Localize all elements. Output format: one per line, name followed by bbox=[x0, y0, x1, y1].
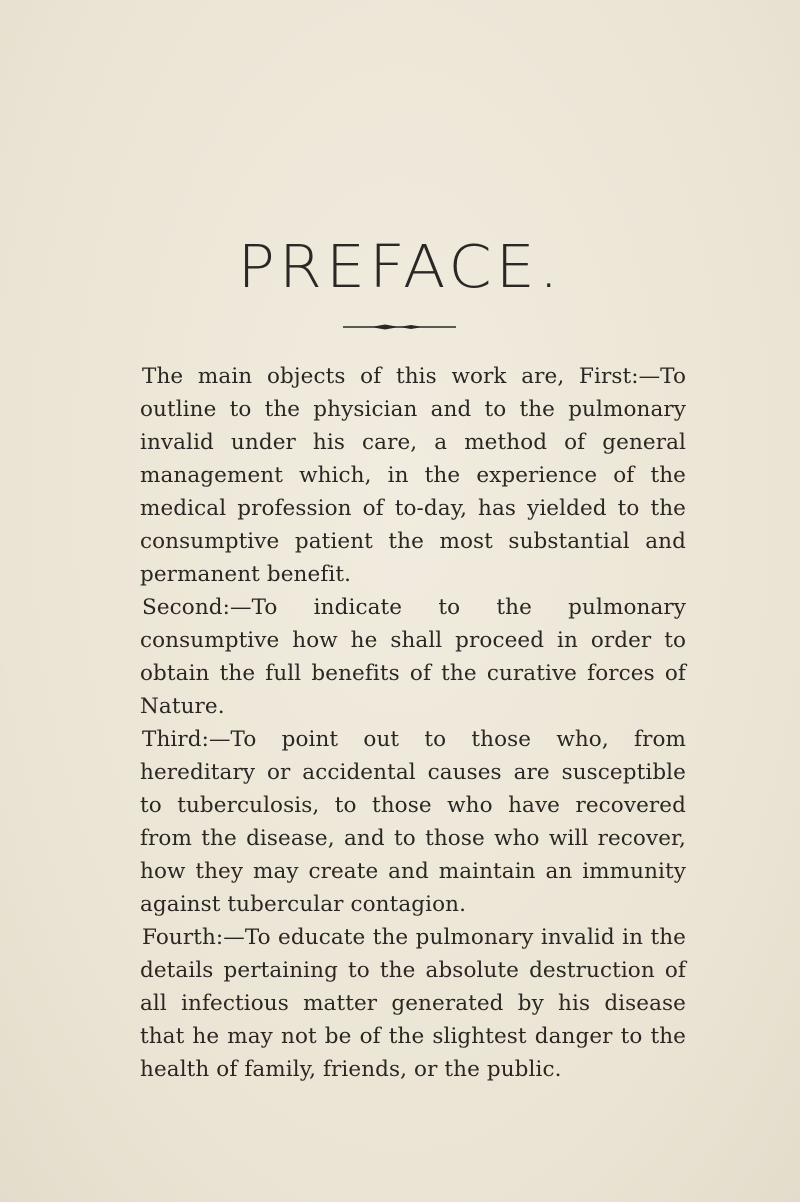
paragraph-second: Second:—To indicate to the pulmonary consumptive how he shall proceed in order to obtain the full benefits of the curative forces of Nature. bbox=[140, 595, 686, 719]
divider-ornament bbox=[341, 322, 458, 332]
paragraph-third: Third:—To point out to those who, from hereditary or accidental causes are susceptible to tuberculosis, to those who have recovered from the disease, and to those who will recover, how they may create and maintain an immunity against tubercular contagion. bbox=[140, 727, 686, 917]
preface-body bbox=[140, 360, 686, 1086]
paragraph-fourth: Fourth:—To educate the pulmonary invalid in the details pertaining to the absolute destruction of all infectious matter generated by his disease that he may not be of the slightest danger to the health of family, friends, or the public. bbox=[140, 925, 686, 1082]
page-title: PREFACE. bbox=[237, 231, 563, 302]
paragraph-first: The main objects of this work are, First:—To outline to the physician and to the pulmonary invalid under his care, a method of general management which, in the experience of the medical profession of to-day, has yielded to the consumptive patient the most substantial and permanent benefit. bbox=[140, 364, 686, 587]
